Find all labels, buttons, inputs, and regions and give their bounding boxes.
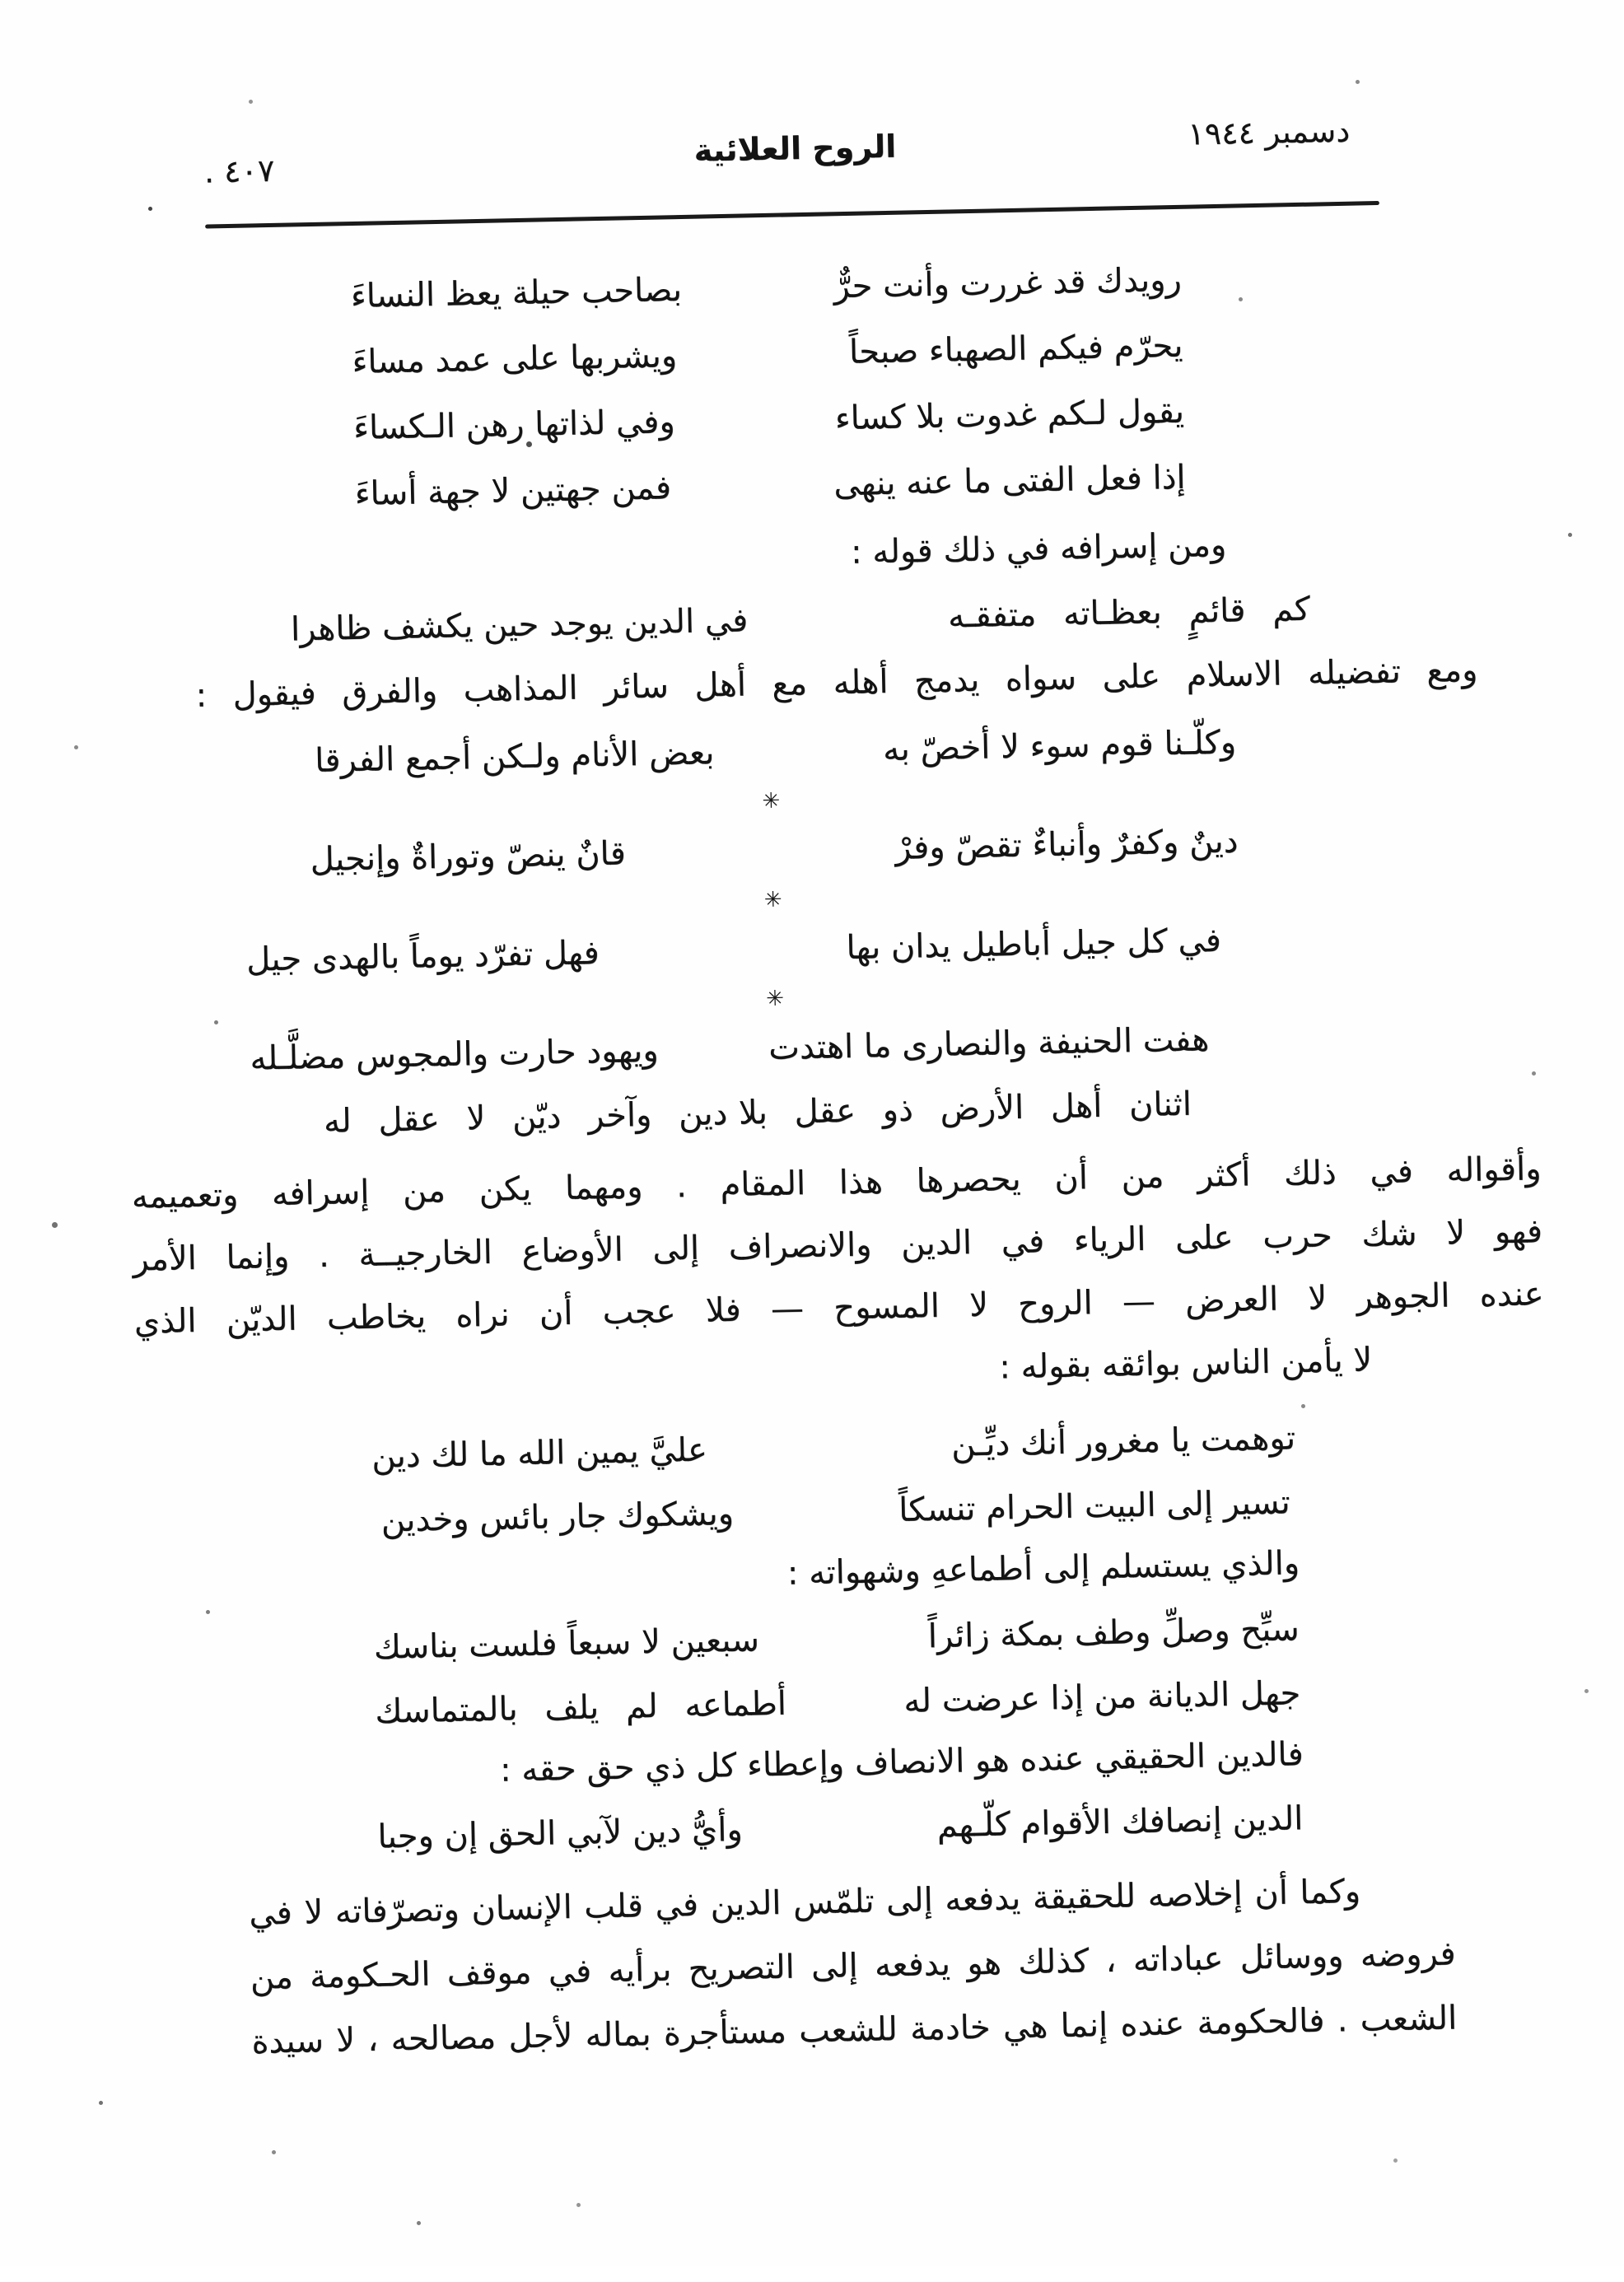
scan-noise [0,0,2,2]
star-separator-icon: ✳ [763,788,782,814]
hemistich-left: ويشكوك جار بائس وخدين [381,1495,735,1540]
poem-block-1 [351,247,1187,527]
star-separator-icon: ✳ [764,887,783,913]
prose-paragraph [250,1858,1458,2074]
hemistich-left: وفي لذاتها رهن الـكساءَ [353,403,677,448]
prose-line: فهو لا شك حرب على الرياء في الدين والانصراف إلى الأوضاع الخارجيــة . وإنما الأمر [133,1212,1544,1279]
hemistich-right: توهمت يا مغرور أنك ديِّـن [951,1419,1297,1464]
hemistich-right: رويدك قد غررت وأنت حرٌّ [834,260,1183,306]
issue-date: دسمبر ١٩٤٤ [1188,112,1351,152]
hemistich-left: فمن جهتين لا جهة أساءَ [355,469,673,514]
prose-line: عنده الجوهر لا العرض — الروح لا المسوح — فلا عجب أن نراه يخاطب الديّن الذي [134,1275,1545,1342]
hemistich-left: دين وآخر ديّن لا عقل له [324,1094,729,1141]
prose-intro-line: ومن إسرافه في ذلك قوله : [851,525,1228,572]
hemistich-left: في الدين يوجد حين يكشف ظاهرا [291,601,749,649]
hemistich-right: يحرّم فيكم الصهباء صبحاً [849,326,1184,371]
hemistich-left: بصاحب حيلة يعظ النساءَ [351,270,684,316]
prose-intro-line: ومع تفضيله الاسلام على سواه يدمج أهله مع أهل سائر المذاهب والفرق فيقول : [196,651,1479,715]
prose-line: وكما أن إخلاصه للحقيقة يدفعه إلى تلمّس الدين في قلب الإنسان وتصرّفاته لا في [249,1872,1362,1933]
hemistich-right: تسير إلى البيت الحرام تنسكاً [898,1483,1292,1530]
hemistich-left: عليَّ يمين الله ما لك دين [371,1430,709,1476]
hemistich-right: إذا فعل الفتى ما عنه ينهى [833,458,1187,504]
page-header [0,107,1608,206]
prose-line: وأقواله في ذلك أكثر من أن يحصرها هذا المقام . ومهما يكن من إسرافه وتعميمه [132,1150,1542,1216]
hemistich-left: قانٌ ينصّ وتوراةٌ وإنجيل [310,834,628,880]
hemistich-right: دينٌ وكفرٌ وأنباءٌ تقصّ وفرْ [895,822,1239,867]
hemistich-left: أطماعه لم يلف بالمتماسك [375,1684,788,1731]
hemistich-left: سبعين لا سبعاً فلست بناسك [374,1621,761,1667]
star-separator-icon: ✳ [766,986,786,1012]
hemistich-right: جهل الديانة من إذا عرضت له [903,1674,1302,1720]
hemistich-left: ويهود حارت والمجوس مضلَّـله [250,1031,660,1078]
page-number: ٤٠٧ . [204,152,276,190]
prose-intro-line: والذي يستسلم إلى أطماعهِ وشهواته : [787,1544,1301,1593]
prose-paragraph [132,1137,1547,1416]
hemistich-right: هفت الحنيفة والنصارى ما اهتدت [768,1020,1211,1068]
hemistich-right: الدين إنصافك الأقوام كلّـهم [937,1799,1304,1846]
hemistich-left: بعض الأنام ولـكن أجمع الفرقا [315,734,716,781]
prose-intro-line: فالدين الحقيقي عنده هو الانصاف وإعطاء كل ذي حق حقه : [500,1735,1305,1790]
hemistich-right: وكلّـنا قوم سوء لا أخصّ به [883,723,1238,769]
prose-line: لا يأمن الناس بوائقه بقوله : [999,1341,1374,1387]
prose-line: فروضه ووسائل عباداته ، كذلك هو يدفعه إلى التصريح برأيه في موقف الحـكومة من [250,1934,1458,1997]
journal-title: الروح العلائية [694,128,898,169]
hemistich-right: كم قائمٍ بعظـاته متفقـه [948,590,1312,636]
hemistich-right: يقول لـكم غدوت بلا كساء [835,392,1186,438]
prose-line: الشعب . فالحكومة عنده إنما هي خادمة للشعب مستأجرة بماله لأجل مصالحه ، لا سيدة [251,1999,1458,2061]
hemistich-left: وأيُّ دين لآبي الحق إن وجبا [378,1810,744,1856]
hemistich-right: في كل جيل أباطيل يدان بها [846,922,1223,968]
header-rule [206,201,1380,229]
hemistich-right: سبِّح وصلِّ وطف بمكة زائراً [928,1610,1301,1656]
hemistich-left: فهل تفرّد يوماً بالهدى جيل [246,934,601,979]
hemistich-right: اثنان أهل الأرض ذو عقل بلا [739,1085,1193,1132]
hemistich-left: ويشربها على عمد مساءَ [352,337,679,382]
